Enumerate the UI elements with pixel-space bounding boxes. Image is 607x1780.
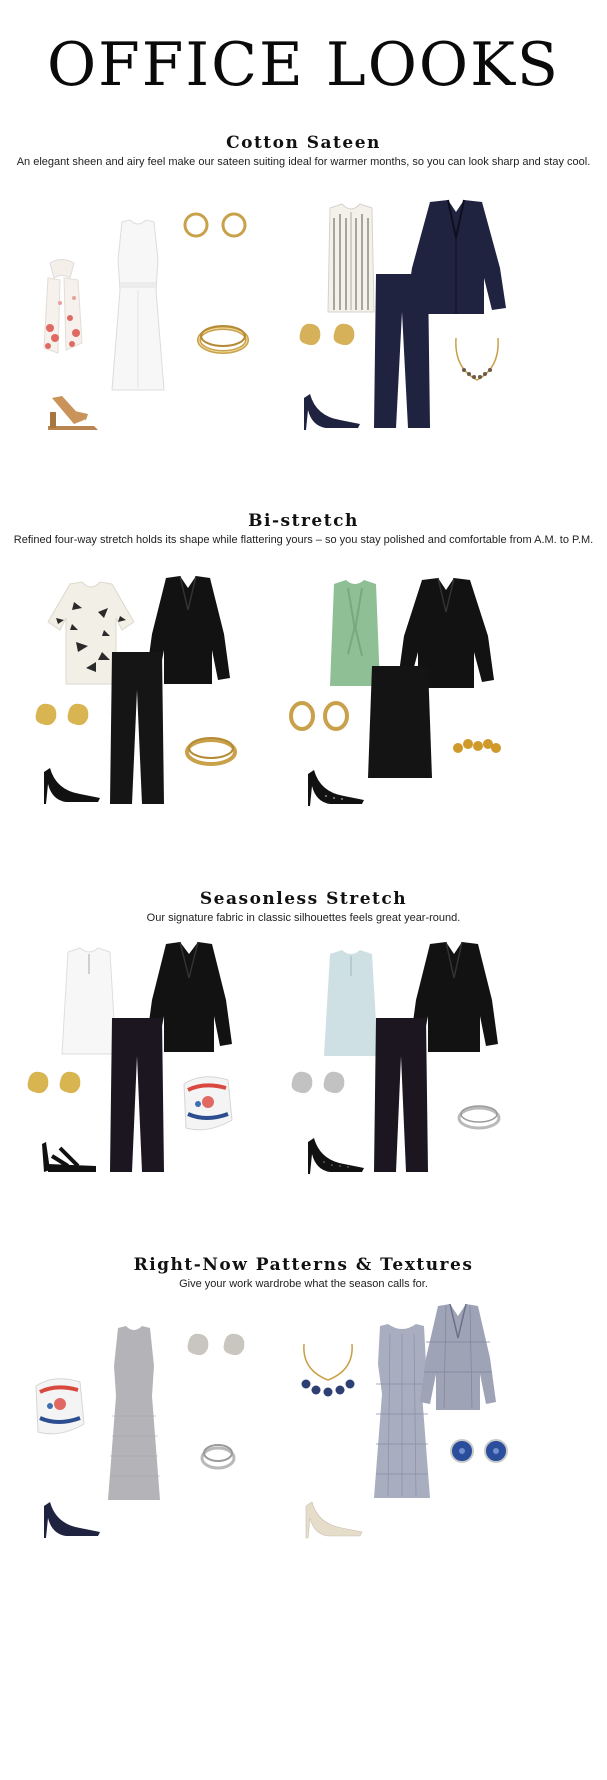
- section-title-patterns-textures: Right-Now Patterns & Textures: [133, 1255, 474, 1275]
- silver-cuff-bracelet-image[interactable]: [456, 1100, 502, 1132]
- nude-pump-image[interactable]: [302, 1500, 364, 1540]
- blue-stud-earrings-image[interactable]: [448, 1436, 510, 1466]
- section-title-bi-stretch: Bi-stretch: [248, 511, 359, 531]
- gold-cuff-bracelet-2-image[interactable]: [184, 734, 238, 768]
- cork-sandal-image[interactable]: [44, 392, 102, 432]
- plaid-blazer-image[interactable]: [418, 1302, 498, 1412]
- gold-nugget-earrings-2-image[interactable]: [32, 700, 94, 728]
- section-desc-bi-stretch: Refined four-way stretch holds its shape while flattering yours – so you stay polished and comfortable from A.M. to P.M.: [13, 534, 594, 546]
- silver-wrap-ring-image[interactable]: [198, 1440, 238, 1474]
- blue-beaded-necklace-image[interactable]: [298, 1340, 358, 1406]
- black-trousers-image[interactable]: [108, 650, 166, 806]
- section-desc-seasonless-stretch: Our signature fabric in classic silhouettes feels great year-round.: [146, 912, 461, 924]
- gold-nugget-earrings-3-image[interactable]: [24, 1068, 86, 1096]
- section-desc-cotton-sateen: An elegant sheen and airy feel make our sateen suiting ideal for warmer months, so you can look sharp and stay cool.: [16, 156, 591, 168]
- black-pump-image[interactable]: [40, 766, 102, 806]
- gold-chain-bracelet-image[interactable]: [452, 734, 502, 760]
- section-title-seasonless-stretch: Seasonless Stretch: [199, 889, 408, 909]
- grey-sheath-dress-image[interactable]: [104, 1326, 164, 1502]
- page-title: OFFICE LOOKS: [46, 30, 561, 100]
- section-desc-patterns-textures: Give your work wardrobe what the season calls for.: [179, 1278, 428, 1290]
- silver-nugget-earrings-2-image[interactable]: [184, 1330, 250, 1358]
- printed-silk-scarf-image[interactable]: [178, 1074, 234, 1136]
- silver-nugget-earrings-image[interactable]: [288, 1068, 350, 1096]
- gold-cuff-bracelet-image[interactable]: [196, 322, 250, 356]
- gold-puffy-hoops-image[interactable]: [288, 700, 352, 732]
- black-strappy-sandal-image[interactable]: [38, 1140, 100, 1176]
- gold-hoop-earrings-image[interactable]: [182, 210, 252, 240]
- white-sheath-dress-image[interactable]: [108, 220, 168, 392]
- black-trousers-2-image[interactable]: [108, 1016, 166, 1174]
- navy-pump-2-image[interactable]: [40, 1500, 102, 1540]
- floral-scarf-image[interactable]: [40, 258, 85, 358]
- gold-nugget-earrings-image[interactable]: [296, 320, 360, 348]
- printed-silk-scarf-2-image[interactable]: [30, 1376, 86, 1440]
- navy-trousers-image[interactable]: [372, 272, 432, 430]
- black-studded-pump-image[interactable]: [304, 768, 366, 808]
- black-perforated-pump-image[interactable]: [304, 1136, 366, 1176]
- beaded-necklace-image[interactable]: [450, 334, 504, 394]
- section-title-cotton-sateen: Cotton Sateen: [226, 133, 381, 153]
- navy-pump-image[interactable]: [300, 392, 362, 432]
- black-pencil-skirt-image[interactable]: [366, 664, 434, 780]
- black-trousers-3-image[interactable]: [372, 1016, 430, 1174]
